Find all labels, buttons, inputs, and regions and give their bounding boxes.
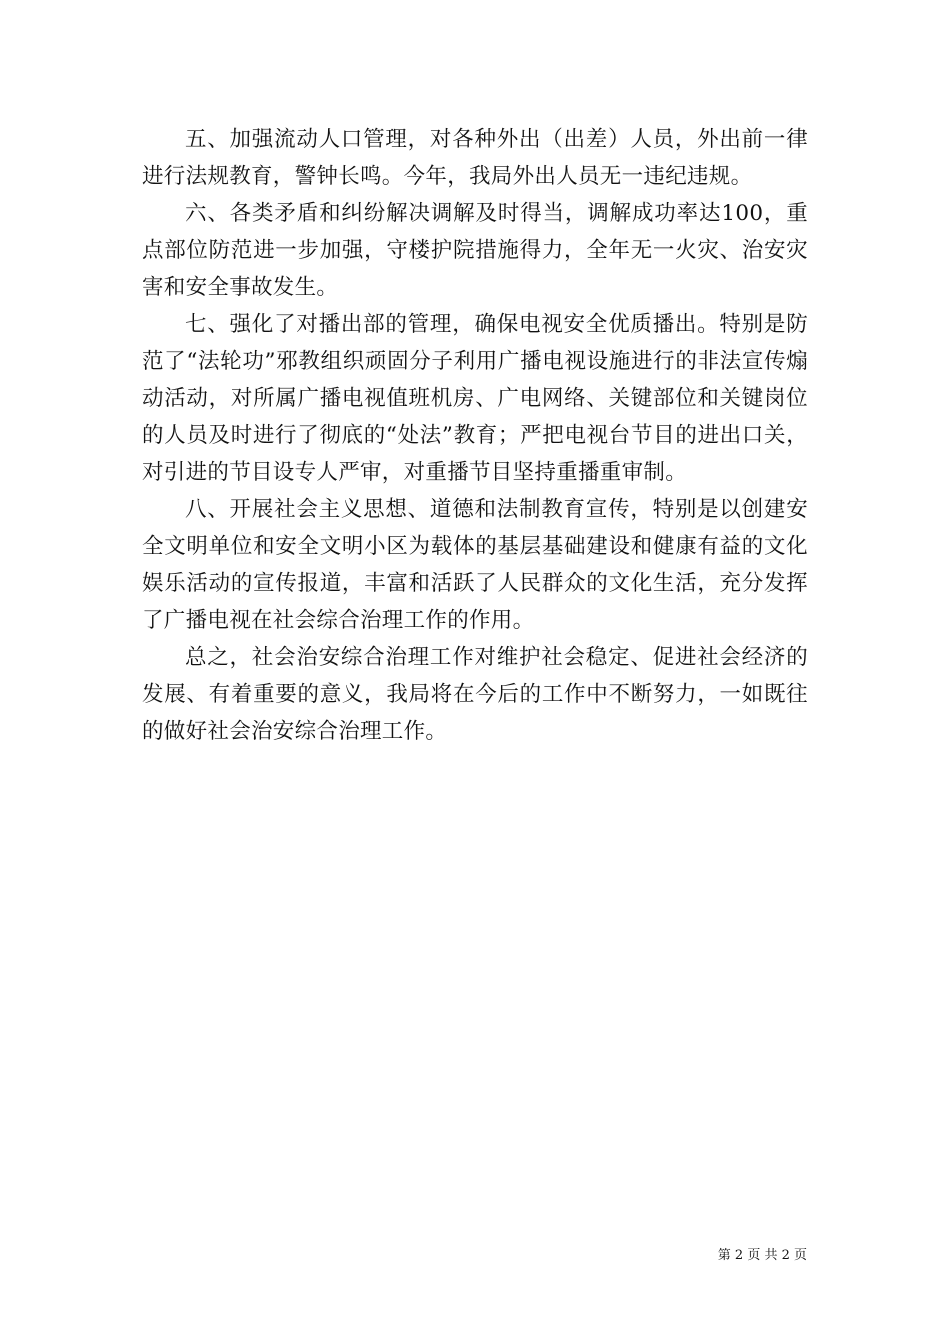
paragraph-summary: 总之，社会治安综合治理工作对维护社会稳定、促进社会经济的发展、有着重要的意义，我局将在今后的工作中不断努力，一如既往的做好社会治安综合治理工作。 [142,645,808,744]
document-body [142,121,808,750]
page-number: 第 2 页 共 2 页 [717,1248,807,1263]
paragraph-item-7: 七、强化了对播出部的管理，确保电视安全优质播出。特别是防范了“法轮功”邪教组织顽固分子利用广播电视设施进行的非法宣传煽动活动，对所属广播电视值班机房、广电网络、关键部位和关键岗位的人员及时进行了彻底的“处法”教育；严把电视台节目的进出口关，对引进的节目设专人严审，对重播节目坚持重播重审制。 [142,312,808,485]
paragraph-item-8: 八、开展社会主义思想、道德和法制教育宣传，特别是以创建安全文明单位和安全文明小区为载体的基层基础建设和健康有益的文化娱乐活动的宣传报道，丰富和活跃了人民群众的文化生活，充分发挥了广播电视在社会综合治理工作的作用。 [142,497,808,633]
paragraph-item-6: 六、各类矛盾和纠纷解决调解及时得当，调解成功率达100，重点部位防范进一步加强，守楼护院措施得力，全年无一火灾、治安灾害和安全事故发生。 [142,201,808,300]
paragraph-item-5: 五、加强流动人口管理，对各种外出（出差）人员，外出前一律进行法规教育，警钟长鸣。今年，我局外出人员无一违纪违规。 [142,127,808,189]
